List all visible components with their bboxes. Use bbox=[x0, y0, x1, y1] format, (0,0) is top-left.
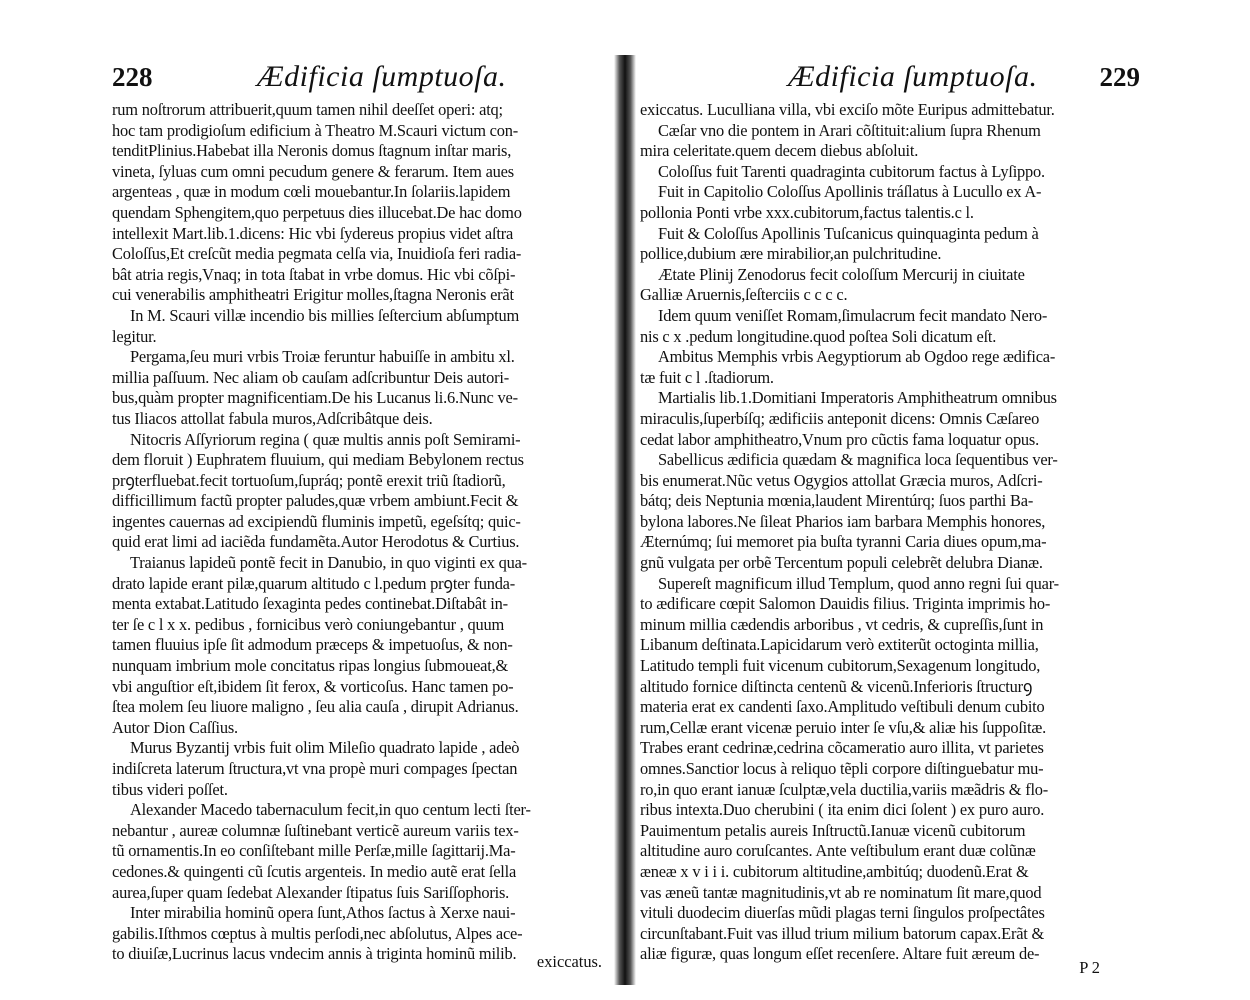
text-line: Pauimentum petalis aureis Inſtructũ.Ianuæ vicenũ cubitorum bbox=[640, 820, 1026, 840]
text-line: bus,quàm propter magnificentiam.De his Lucanus li.6.Nunc ve- bbox=[112, 388, 518, 408]
text-line: nebantur , aureæ columnæ ſuſtinebant verticẽ aureum variis tex- bbox=[112, 820, 519, 840]
text-line: to diuiſæ,Lucrinus lacus vndecim annis à triginta hominũ milib. bbox=[112, 944, 517, 964]
text-line: bis enumerat.Nũc vetus Ogygios attollat Græcia muros, Adſcri- bbox=[640, 470, 1043, 490]
text-line: nunquam imbrium mole concitatus ripas longius ſubmoueat,& bbox=[112, 656, 509, 676]
text-line: tus Iliacos attollat fabula muros,Adſcribâtque deis. bbox=[112, 408, 433, 428]
text-line: gabilis.Iſthmos cœptus à multis perſodi,nec abſolutus, Alpes ace- bbox=[112, 923, 523, 943]
text-line: vineta, ſyluas cum omni pecudum genere & ferarum. Item aues bbox=[112, 161, 514, 181]
text-line: aliæ figuræ, quas longum eſſet recenſere. Altare fuit æreum de- bbox=[640, 944, 1040, 964]
text-line: Coloſſus fuit Tarenti quadraginta cubitorum factus à Lyſippo. bbox=[658, 161, 1045, 181]
text-line: to ædificare cœpit Salomon Dauidis filius. Triginta imprimis ho- bbox=[640, 594, 1051, 614]
text-line: Autor Dion Caſſius. bbox=[112, 717, 238, 737]
catchword: exiccatus. bbox=[536, 952, 602, 971]
text-line: intellexit Mart.lib.1.dicens: Hic vbi ſydereus propius videt aſtra bbox=[112, 223, 514, 243]
text-line: legitur. bbox=[112, 326, 157, 346]
text-line: cedones.& quingenti cũ ſcutis argenteis. In medio autẽ erat ſella bbox=[112, 861, 517, 881]
text-line: Alexander Macedo tabernaculum fecit,in quo centum lecti ſter- bbox=[130, 800, 531, 820]
text-line: quendam Sphengitem,quo perpetuus dies illucebat.De hac domo bbox=[112, 202, 522, 222]
left-page-text bbox=[112, 100, 612, 965]
page-number-left: 228 bbox=[112, 62, 153, 92]
text-line: quid erat limi ad iaciẽda fundamẽta.Autor Herodotus & Curtius. bbox=[112, 532, 520, 552]
text-line: altitudo fornice diſtincta centenũ & vicenũ.Inferioris ſtructurꝯ bbox=[640, 676, 1033, 696]
text-line: bylona labores.Ne ſileat Pharios iam barbara Memphis honores, bbox=[640, 511, 1046, 531]
text-line: Trabes erant cedrinæ,cedrina cõcameratio auro illita, vt parietes bbox=[640, 738, 1044, 758]
text-line: Pergama,ſeu muri vrbis Troiæ feruntur habuiſſe in ambitu xl. bbox=[130, 347, 515, 367]
text-line: Martialis lib.1.Domitiani Imperatoris Amphitheatrum omnibus bbox=[658, 388, 1057, 408]
text-line: materia erat ex candenti ſaxo.Amplitudo veſtibuli denum cubito bbox=[640, 697, 1045, 717]
text-line: aurea,ſuper quam ſedebat Alexander ſtipatus ſuis Sariſſophoris. bbox=[112, 882, 510, 902]
text-line: Cæſar vno die pontem in Arari cõſtituit:alium ſupra Rhenum bbox=[658, 120, 1041, 140]
text-line: rum noſtrorum attribuerit,quum tamen nihil deeſſet operi: atq; bbox=[112, 100, 503, 119]
text-line: vituli duodecim diuerſas mũdi plagas terni ſingulos proſpectâtes bbox=[640, 903, 1045, 923]
text-line: tibus videri poſſet. bbox=[112, 779, 228, 799]
text-line: gnũ vulgata per orbẽ Tercentum populi celebrẽt delubra Dianæ. bbox=[640, 553, 1043, 573]
text-line: Ætate Plinij Zenodorus fecit coloſſum Mercurij in ciuitate bbox=[658, 264, 1025, 284]
text-line: ribus intexta.Duo cherubini ( ita enim dici ſolent ) ex puro auro. bbox=[640, 800, 1045, 820]
text-line: difficillimum factũ propter paludes,quæ vrbem ambiunt.Fecit & bbox=[112, 491, 519, 511]
text-line: rum,Cellæ erant vicenæ peruio inter ſe vſu,& aliæ his ſuppoſitæ. bbox=[640, 717, 1047, 737]
text-line: Æternúmq; ſui memoret pia buſta tyranni Caria diues opum,ma- bbox=[640, 532, 1047, 552]
text-line: pollice,dubium ære mirabilior,an pulchritudine. bbox=[640, 244, 942, 264]
text-line: indiſcreta laterum ſtructura,vt vna propè muri compages ſpectan bbox=[112, 759, 518, 778]
text-line: Idem quum veniſſet Romam,ſimulacrum fecit mandato Nero- bbox=[658, 305, 1048, 325]
text-line: ter ſe c l x x. pedibus , fornicibus verò coniungebantur , quum bbox=[112, 614, 505, 634]
page-number-right: 229 bbox=[1099, 62, 1140, 92]
text-line: Supereſt magnificum illud Templum, quod anno regni ſui quar- bbox=[658, 573, 1059, 593]
text-line: Coloſſus,Et creſcũt media pegmata celſa via, Inuidioſa feri radia- bbox=[112, 244, 522, 264]
text-line: nis c x .pedum longitudine.quod poſtea Soli dicatum eſt. bbox=[640, 326, 997, 346]
text-line: Fuit & Coloſſus Apollinis Tuſcanicus quinquaginta pedum à bbox=[658, 223, 1039, 243]
text-line: cedat labor amphitheatro,Vnum pro cũctis fama loquatur opus. bbox=[640, 429, 1040, 449]
text-line: Fuit in Capitolio Coloſſus Apollinis tráſlatus à Lucullo ex A- bbox=[658, 182, 1042, 202]
text-line: cui venerabilis amphitheatri Erigitur molles,ſtagna Neronis erãt bbox=[112, 285, 514, 305]
signature-mark: P 2 bbox=[1079, 958, 1100, 977]
text-line: Libanum deſtinata.Lapicidarum verò extiterũt octoginta millia, bbox=[640, 635, 1039, 655]
text-line: bátq; deis Neptunia mœnia,laudent Mirentúrq; ſuos parthi Ba- bbox=[640, 491, 1034, 511]
text-line: minum millia cædendis arboribus , vt cedris, & cupreſſis,ſunt in bbox=[640, 614, 1044, 634]
left-page bbox=[112, 60, 612, 990]
text-line: millia paſſuum. Nec aliam ob cauſam adſcribuntur Deis autori- bbox=[112, 367, 509, 387]
text-line: miraculis,ſuperbíſq; ædificiis anteponit dicens: Omnis Cæſareo bbox=[640, 408, 1040, 428]
text-line: pollonia Ponti vrbe xxx.cubitorum,factus talentis.c l. bbox=[640, 202, 974, 222]
text-line: Sabellicus ædificia quædam & magnifica loca ſequentibus ver- bbox=[658, 450, 1058, 470]
text-line: Inter mirabilia hominũ opera ſunt,Athos ſactus à Xerxe naui- bbox=[130, 903, 516, 923]
text-line: altitudine auro coruſcantes. Ante veſtibulum erant duæ colũnæ bbox=[640, 841, 1036, 861]
text-line: circunſtabant.Fuit vas illud trium milium batorum capax.Erãt & bbox=[640, 923, 1045, 943]
text-line: bât atria regis,Vnaq; in tota ſtabat in vrbe domus. Hic vbi cõſpi- bbox=[112, 264, 516, 284]
text-line: In M. Scauri villæ incendio bis millies ſeſtercium abſumptum bbox=[130, 305, 520, 325]
text-line: omnes.Sanctior locus à reliquo tẽpli corpore diſtinguebatur mu- bbox=[640, 759, 1044, 778]
right-page-header bbox=[640, 60, 1140, 98]
text-line: Murus Byzantij vrbis fuit olim Mileſio quadrato lapide , adeò bbox=[130, 738, 520, 758]
text-line: Nitocris Aſſyriorum regina ( quæ multis annis poſt Semirami- bbox=[130, 429, 521, 449]
text-line: exiccatus. Luculliana villa, vbi exciſo mõte Euripus admittebatur. bbox=[640, 100, 1055, 119]
text-line: tũ ornamentis.In eo conſiſtebant mille Perſæ,mille ſagittarij.Ma- bbox=[112, 841, 516, 861]
right-page-text bbox=[640, 100, 1140, 965]
text-line: ſtea molem ſeu liuore maligno , ſeu alia cauſa , dirupit Adrianus. bbox=[112, 697, 519, 717]
text-line: tamen fluuius ipſe ſit admodum præceps & impetuoſus, & non- bbox=[112, 635, 513, 655]
book-gutter bbox=[614, 55, 636, 985]
text-line: tæ fuit c l .ſtadiorum. bbox=[640, 367, 774, 387]
text-line: æneæ x v i i i. cubitorum altitudine,ambitúq; duodenũ.Erat & bbox=[640, 861, 1029, 881]
text-line: menta extabat.Latitudo ſexaginta pedes continebat.Diſtabât in- bbox=[112, 594, 508, 614]
text-line: ingentes cauernas ad excipiendũ fluminis impetũ, egeſsítq; quic- bbox=[112, 511, 521, 531]
text-line: prꝯterfluebat.fecit tortuoſum,ſupráq; pontẽ erexit triũ ſtadiorũ, bbox=[112, 470, 506, 490]
text-line: Latitudo templi fuit vicenum cubitorum,Sexagenum longitudo, bbox=[640, 656, 1041, 676]
text-line: hoc tam prodigioſum edificium à Theatro M.Scauri victum con- bbox=[112, 120, 519, 140]
text-line: Traianus lapideũ pontẽ fecit in Danubio, in quo viginti ex qua- bbox=[130, 553, 527, 573]
text-line: Ambitus Memphis vrbis Aegyptiorum ab Ogdoo rege ædifica- bbox=[658, 347, 1056, 367]
text-line: mira celeritate.quem decem diebus abſoluit. bbox=[640, 141, 919, 161]
text-line: argenteas , quæ in modum cœli mouebantur.In ſolariis.lapidem bbox=[112, 182, 511, 202]
text-line: vas æneũ tantæ magnitudinis,vt ab re nominatum ſit mare,quod bbox=[640, 882, 1042, 902]
running-head-left: Ædificia ſumptuoſa. bbox=[257, 60, 507, 93]
text-line: Galliæ Aruernis,ſeſterciis c c c c. bbox=[640, 285, 848, 305]
text-line: dem floruit ) Euphratem fluuium, qui mediam Bebylonem rectus bbox=[112, 450, 524, 470]
right-page bbox=[640, 60, 1140, 990]
text-line: drato lapide erant pilæ,quarum altitudo c l.pedum prꝯter funda- bbox=[112, 573, 516, 593]
text-line: tenditPlinius.Habebat illa Neronis domus ſtagnum inſtar maris, bbox=[112, 141, 512, 161]
running-head-right: Ædificia ſumptuoſa. bbox=[788, 60, 1038, 93]
text-line: vbi anguſtior eſt,ibidem ſit ferox, & vorticoſus. Hanc tamen po- bbox=[112, 676, 514, 696]
left-page-header bbox=[112, 60, 612, 98]
text-line: ro,in quo erant ianuæ ſculptæ,vela ductilia,variis mæãdris & flo- bbox=[640, 779, 1049, 799]
